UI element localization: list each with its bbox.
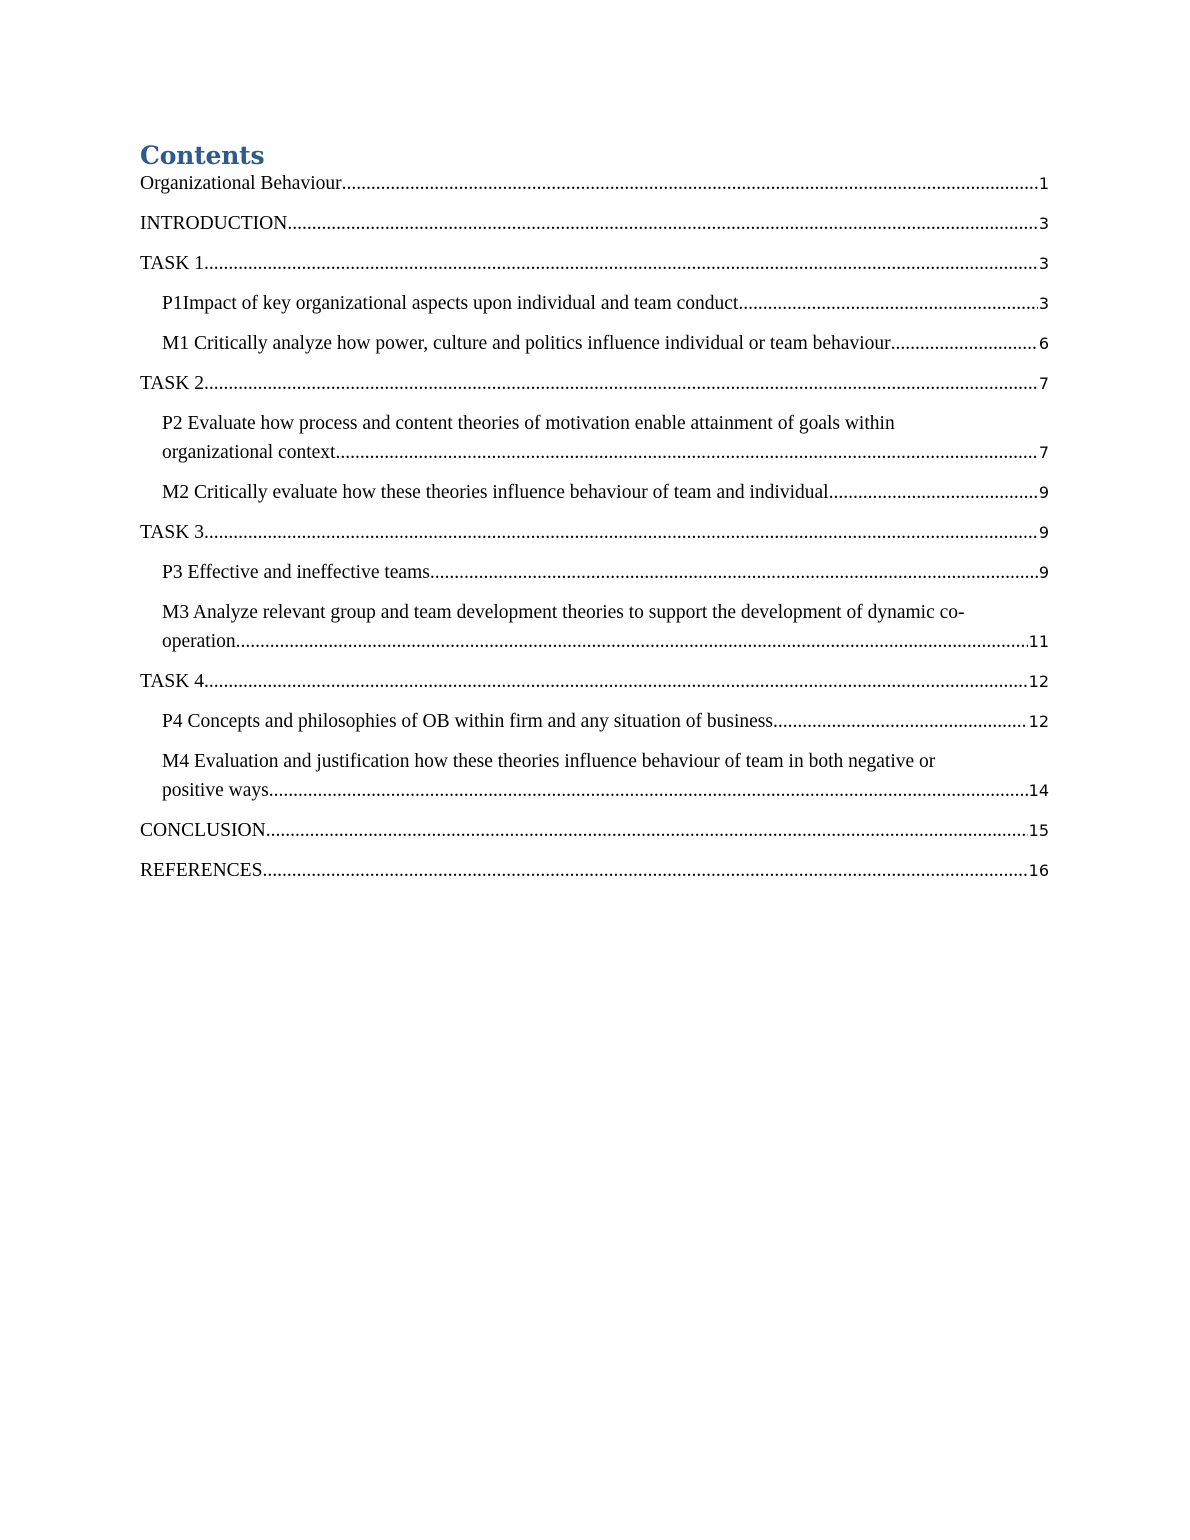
toc-entry-line — [140, 369, 1049, 398]
toc-page-number: 11 — [1028, 632, 1049, 651]
toc-entry-p4[interactable] — [140, 707, 1049, 736]
toc-page-number: 3 — [1038, 294, 1049, 313]
toc-entry-task-4[interactable] — [140, 667, 1049, 696]
toc-page-number: 9 — [1038, 483, 1049, 502]
toc-dot-leader — [335, 438, 1037, 467]
toc-page-number: 12 — [1028, 672, 1049, 691]
toc-entry-m2[interactable] — [140, 478, 1049, 507]
toc-dot-leader — [738, 289, 1037, 318]
toc-page-number: 16 — [1028, 861, 1049, 880]
toc-entry-line — [162, 289, 1049, 318]
toc-dot-leader — [262, 856, 1027, 885]
toc-entry-text: TASK 3 — [140, 522, 204, 543]
toc-entry-text-continued: organizational context — [162, 442, 336, 463]
toc-entry-p2[interactable] — [140, 409, 1049, 467]
toc-dot-leader — [891, 329, 1038, 358]
toc-dot-leader — [266, 816, 1028, 845]
toc-entry-line — [162, 478, 1049, 507]
toc-entry-references[interactable] — [140, 856, 1049, 885]
toc-page-number: 12 — [1028, 712, 1049, 731]
toc-dot-leader — [204, 667, 1028, 696]
toc-entry-line — [162, 329, 1049, 358]
toc-entry-text: M1 Critically analyze how power, culture and politics influence individual or team behaviour — [162, 333, 891, 354]
toc-entry-organizational-behaviour[interactable] — [140, 169, 1049, 198]
document-page — [140, 138, 1049, 896]
toc-entry-m1[interactable] — [140, 329, 1049, 358]
toc-entry-text: M3 Analyze relevant group and team development theories to support the development of dynamic co- — [162, 602, 965, 623]
toc-dot-leader — [236, 627, 1028, 656]
toc-entry-line — [140, 856, 1049, 885]
toc-entry-conclusion[interactable] — [140, 816, 1049, 845]
toc-page-number: 9 — [1038, 563, 1049, 582]
toc-entry-text: REFERENCES — [140, 860, 263, 881]
toc-entry-line — [162, 707, 1049, 736]
toc-dot-leader — [430, 558, 1038, 587]
toc-dot-leader — [773, 707, 1028, 736]
toc-entry-p1[interactable] — [140, 289, 1049, 318]
toc-entry-text: P4 Concepts and philosophies of OB within firm and any situation of business — [162, 711, 773, 732]
toc-entry-introduction[interactable] — [140, 209, 1049, 238]
toc-entry-text: TASK 2 — [140, 373, 204, 394]
toc-entry-m3[interactable] — [140, 598, 1049, 656]
toc-entry-text-continued: positive ways — [162, 780, 269, 801]
toc-entry-task-2[interactable] — [140, 369, 1049, 398]
toc-page-number: 3 — [1038, 254, 1049, 273]
toc-entry-m4[interactable] — [140, 747, 1049, 805]
toc-entry-text: P2 Evaluate how process and content theories of motivation enable attainment of goals within — [162, 413, 895, 434]
toc-list — [140, 169, 1049, 885]
toc-entry-text: Organizational Behaviour — [140, 173, 342, 194]
toc-entry-line — [140, 667, 1049, 696]
toc-page-number: 14 — [1028, 781, 1049, 800]
toc-entry-line — [162, 776, 1049, 805]
toc-dot-leader — [269, 776, 1028, 805]
toc-entry-text-continued: operation — [162, 631, 236, 652]
toc-title: Contents — [140, 141, 265, 170]
toc-dot-leader — [287, 209, 1037, 238]
toc-page-number: 7 — [1038, 374, 1049, 393]
toc-dot-leader — [204, 518, 1038, 547]
toc-entry-text: TASK 1 — [140, 253, 204, 274]
toc-entry-line — [162, 438, 1049, 467]
toc-entry-text: TASK 4 — [140, 671, 204, 692]
toc-entry-line — [162, 627, 1049, 656]
toc-entry-line — [140, 249, 1049, 278]
toc-entry-text: M4 Evaluation and justification how these theories influence behaviour of team in both negative or — [162, 751, 936, 772]
toc-dot-leader — [204, 249, 1038, 278]
toc-page-number: 9 — [1038, 523, 1049, 542]
toc-page-number: 3 — [1038, 214, 1049, 233]
toc-entry-task-1[interactable] — [140, 249, 1049, 278]
toc-entry-line — [140, 209, 1049, 238]
toc-dot-leader — [342, 169, 1038, 198]
toc-entry-text: M2 Critically evaluate how these theories influence behaviour of team and individual — [162, 482, 829, 503]
toc-dot-leader — [204, 369, 1038, 398]
toc-entry-text: P1Impact of key organizational aspects upon individual and team conduct — [162, 293, 739, 314]
toc-entry-line — [140, 816, 1049, 845]
toc-page-number: 6 — [1038, 334, 1049, 353]
toc-entry-task-3[interactable] — [140, 518, 1049, 547]
toc-dot-leader — [829, 478, 1038, 507]
toc-entry-text: INTRODUCTION — [140, 213, 288, 234]
toc-entry-line — [140, 169, 1049, 198]
toc-entry-p3[interactable] — [140, 558, 1049, 587]
toc-page-number: 7 — [1038, 443, 1049, 462]
toc-page-number: 15 — [1028, 821, 1049, 840]
toc-entry-line — [162, 558, 1049, 587]
toc-entry-line — [140, 518, 1049, 547]
toc-entry-text: CONCLUSION — [140, 820, 266, 841]
toc-page-number: 1 — [1038, 174, 1049, 193]
toc-entry-text: P3 Effective and ineffective teams — [162, 562, 430, 583]
